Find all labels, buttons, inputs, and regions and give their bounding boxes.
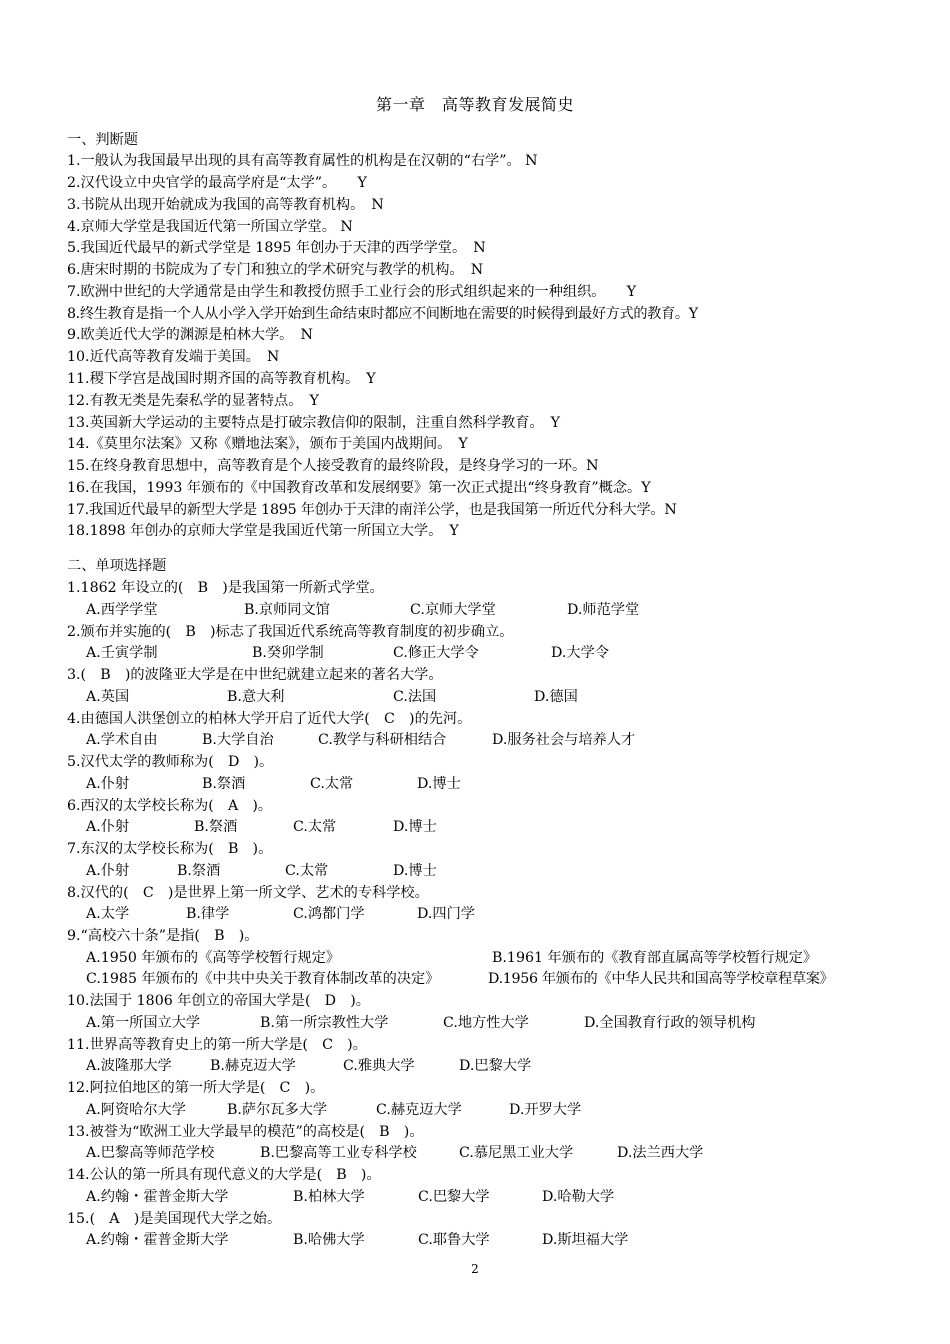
option-a: A.约翰・霍普金斯大学: [86, 1232, 229, 1248]
option-c: C.太常: [293, 819, 337, 835]
judgement-item-1: 1.一般认为我国最早出现的具有高等教育属性的机构是在汉朝的“右学”。 N: [67, 153, 538, 169]
option-d: D.斯坦福大学: [542, 1232, 629, 1248]
question-10: 10.法国于 1806 年创立的帝国大学是( D )。: [67, 993, 370, 1009]
option-b: B.巴黎高等工业专科学校: [260, 1145, 417, 1161]
chapter-title: 第一章 高等教育发展简史: [375, 95, 574, 114]
judgement-item-5: 5.我国近代最早的新式学堂是 1895 年创办于天津的西学学堂。 N: [67, 240, 486, 256]
judgement-item-12: 12.有教无类是先秦私学的显著特点。 Y: [67, 393, 319, 409]
question-4: 4.由德国人洪堡创立的柏林大学开启了近代大学( C )的先河。: [67, 711, 472, 727]
option-a: A.波隆那大学: [86, 1058, 172, 1074]
option-d: D.德国: [534, 689, 578, 705]
option-c: C.耶鲁大学: [418, 1232, 490, 1248]
option-a: A.学术自由: [86, 732, 158, 748]
option-c: C.太常: [310, 776, 354, 792]
option-b: B.柏林大学: [293, 1189, 365, 1205]
option-d: D.四门学: [417, 906, 475, 922]
option-a: A.阿资哈尔大学: [86, 1102, 186, 1118]
option-c: C.地方性大学: [443, 1015, 529, 1031]
judgement-item-13: 13.英国新大学运动的主要特点是打破宗教信仰的限制，注重自然科学教育。 Y: [67, 415, 561, 431]
option-d: D.服务社会与培养人才: [492, 732, 636, 748]
option-d: D.1956 年颁布的《中华人民共和国高等学校章程草案》: [488, 971, 834, 987]
option-c: C.雅典大学: [343, 1058, 415, 1074]
option-a: A.第一所国立大学: [86, 1015, 201, 1031]
option-d: D.大学令: [551, 645, 609, 661]
option-a: A.西学学堂: [86, 602, 158, 618]
option-c: C.法国: [393, 689, 437, 705]
option-d: D.师范学堂: [567, 602, 640, 618]
option-c: C.鸿都门学: [293, 906, 365, 922]
option-d: D.开罗大学: [509, 1102, 582, 1118]
question-8: 8.汉代的( C )是世界上第一所文学、艺术的专科学校。: [67, 885, 429, 901]
question-14: 14.公认的第一所具有现代意义的大学是( B )。: [67, 1167, 381, 1183]
option-b: B.1961 年颁布的《教育部直属高等学校暂行规定》: [492, 950, 818, 966]
option-b: B.癸卯学制: [252, 645, 324, 661]
option-a: A.仆射: [86, 776, 130, 792]
option-a: A.英国: [86, 689, 130, 705]
option-b: B.第一所宗教性大学: [260, 1015, 389, 1031]
judgement-item-3: 3.书院从出现开始就成为我国的高等教育机构。 N: [67, 197, 384, 213]
question-15: 15.( A )是美国现代大学之始。: [67, 1211, 282, 1227]
option-b: B.律学: [186, 906, 230, 922]
question-7: 7.东汉的太学校长称为( B )。: [67, 841, 273, 857]
option-d: D.博士: [417, 776, 461, 792]
option-d: D.法兰西大学: [617, 1145, 704, 1161]
judgement-item-9: 9.欧美近代大学的渊源是柏林大学。 N: [67, 327, 313, 343]
question-3: 3.( B )的波隆亚大学是在中世纪就建立起来的著名大学。: [67, 667, 443, 683]
option-b: B.京师同文馆: [244, 602, 330, 618]
section-heading-choice: 二、单项选择题: [67, 558, 167, 574]
option-d: D.博士: [393, 819, 437, 835]
section-heading-judgement: 一、判断题: [67, 132, 138, 148]
question-11: 11.世界高等教育史上的第一所大学是( C )。: [67, 1037, 367, 1053]
option-b: B.祭酒: [177, 863, 221, 879]
option-b: B.祭酒: [202, 776, 246, 792]
judgement-item-17: 17.我国近代最早的新型大学是 1895 年创办于天津的南洋公学，也是我国第一所近代分科大学。N: [67, 502, 677, 518]
option-c: C.慕尼黑工业大学: [459, 1145, 574, 1161]
question-12: 12.阿拉伯地区的第一所大学是( C )。: [67, 1080, 325, 1096]
judgement-item-15: 15.在终身教育思想中，高等教育是个人接受教育的最终阶段，是终身学习的一环。N: [67, 458, 599, 474]
judgement-item-16: 16.在我国，1993 年颁布的《中国教育改革和发展纲要》第一次正式提出“终身教育”概念。Y: [67, 480, 651, 496]
option-c: C.教学与科研相结合: [318, 732, 447, 748]
option-a: A.壬寅学制: [86, 645, 158, 661]
question-1: 1.1862 年设立的( B )是我国第一所新式学堂。: [67, 580, 384, 596]
option-a: A.太学: [86, 906, 130, 922]
option-a: A.约翰・霍普金斯大学: [86, 1189, 229, 1205]
option-b: B.意大利: [227, 689, 285, 705]
option-d: D.哈勒大学: [542, 1189, 615, 1205]
judgement-item-4: 4.京师大学堂是我国近代第一所国立学堂。 N: [67, 219, 353, 235]
option-c: C.赫克迈大学: [376, 1102, 462, 1118]
judgement-item-8: 8.终生教育是指一个人从小学入学开始到生命结束时都应不间断地在需要的时候得到最好方式的教育。Y: [67, 306, 698, 322]
option-a: A.仆射: [86, 863, 130, 879]
question-6: 6.西汉的太学校长称为( A )。: [67, 798, 273, 814]
option-c: C.巴黎大学: [418, 1189, 490, 1205]
option-a: A.巴黎高等师范学校: [86, 1145, 215, 1161]
option-c: C.1985 年颁布的《中共中央关于教育体制改革的决定》: [86, 971, 440, 987]
question-2: 2.颁布并实施的( B )标志了我国近代系统高等教育制度的初步确立。: [67, 624, 514, 640]
judgement-item-6: 6.唐宋时期的书院成为了专门和独立的学术研究与教学的机构。 N: [67, 262, 484, 278]
option-b: B.哈佛大学: [293, 1232, 365, 1248]
option-b: B.祭酒: [194, 819, 238, 835]
option-d: D.全国教育行政的领导机构: [584, 1015, 756, 1031]
question-5: 5.汉代太学的教师称为( D )。: [67, 754, 274, 770]
option-b: B.赫克迈大学: [210, 1058, 296, 1074]
judgement-item-14: 14.《莫里尔法案》又称《赠地法案》，颁布于美国内战期间。 Y: [67, 436, 468, 452]
option-c: C.太常: [285, 863, 329, 879]
page-number: 2: [471, 1262, 479, 1276]
option-a: A.1950 年颁布的《高等学校暂行规定》: [86, 950, 340, 966]
judgement-item-2: 2.汉代设立中央官学的最高学府是“太学”。 Y: [67, 175, 367, 191]
option-d: D.博士: [393, 863, 437, 879]
option-b: B.大学自治: [202, 732, 274, 748]
option-b: B.萨尔瓦多大学: [227, 1102, 328, 1118]
judgement-item-7: 7.欧洲中世纪的大学通常是由学生和教授仿照手工业行会的形式组织起来的一种组织。 Y: [67, 284, 637, 300]
option-d: D.巴黎大学: [459, 1058, 532, 1074]
option-c: C.京师大学堂: [410, 602, 496, 618]
judgement-item-11: 11.稷下学宫是战国时期齐国的高等教育机构。 Y: [67, 371, 376, 387]
judgement-item-10: 10.近代高等教育发端于美国。 N: [67, 349, 280, 365]
option-a: A.仆射: [86, 819, 130, 835]
question-9: 9.“高校六十条”是指( B )。: [67, 928, 259, 944]
option-c: C.修正大学令: [393, 645, 479, 661]
judgement-item-18: 18.1898 年创办的京师大学堂是我国近代第一所国立大学。 Y: [67, 523, 459, 539]
question-13: 13.被誉为“欧洲工业大学最早的模范”的高校是( B )。: [67, 1124, 424, 1140]
